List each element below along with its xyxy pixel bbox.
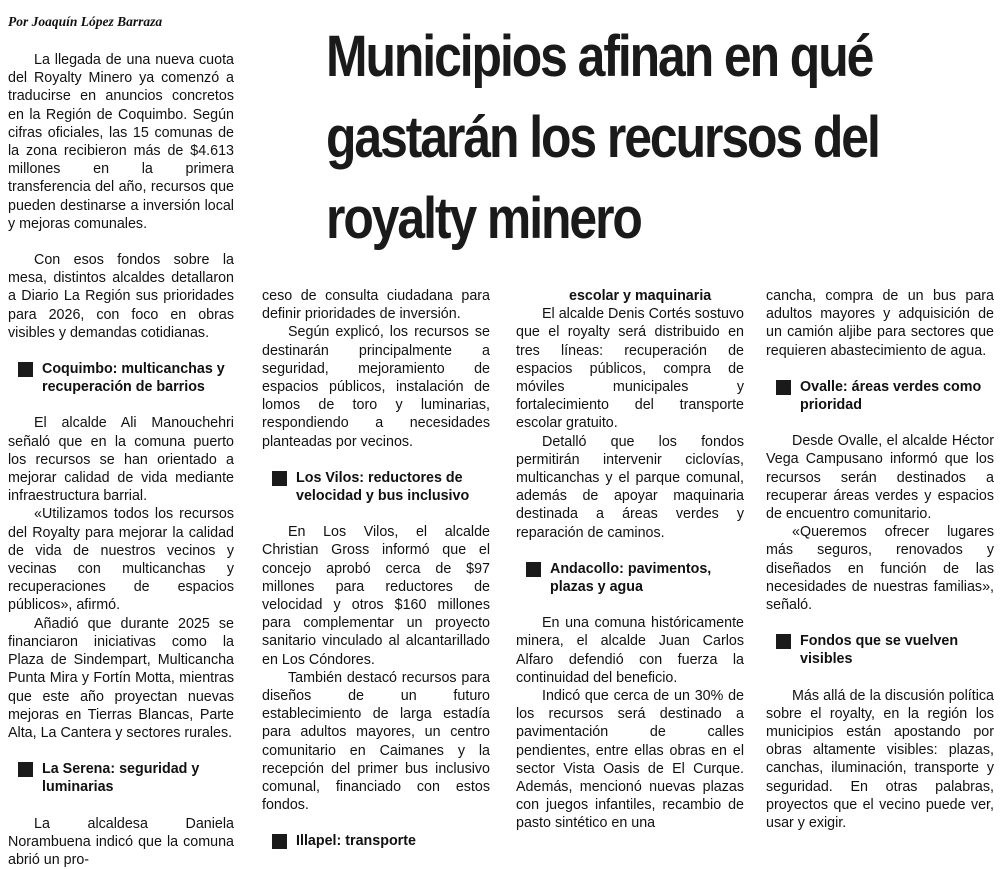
subheading-text: Los Vilos: reductores de velocidad y bus inclusivo [296,469,470,505]
subheading-text: Illapel: transporte [296,833,416,850]
paragraph: También destacó recursos para diseños de un futuro establecimiento de larga estadía para adultos mayores, un centro comunitario en Caimanes y la recepción del primer bus inclusivo comunal, financiado con estos fondos. [262,669,490,814]
subheading-andacollo [516,560,744,596]
paragraph: Indicó que cerca de un 30% de los recursos será destinado a pavimentación de calles pendientes, entre ellas obras en el sector Vista Oasis de El Curque. Además, mencionó nuevas plazas con juegos infantiles, recambio de pasto sintético en una [516,688,744,832]
subheading-text: Ovalle: áreas verdes como prioridad [800,378,982,414]
subheading-text: Andacollo: pavimentos, plazas y agua [550,560,712,596]
byline: Por Joaquín López Barraza [8,14,163,29]
subheading-coquimbo [8,360,234,396]
subheading-fondos [766,632,994,668]
square-bullet-icon [18,762,33,777]
square-bullet-icon [526,562,541,577]
paragraph: Detalló que los fondos permitirán intervenir ciclovías, multicanchas y el parque comunal, además de apoyar maquinaria destinada a áreas verdes y reparación de caminos. [516,433,744,541]
square-bullet-icon [776,634,791,649]
paragraph: cancha, compra de un bus para adultos mayores y adquisición de un camión aljibe para sectores que requieren abastecimiento de agua. [766,288,994,359]
subheading-ovalle [766,378,994,414]
paragraph: La alcaldesa Daniela Norambuena indicó que la comuna abrió un pro- [8,815,234,868]
paragraph: Desde Ovalle, el alcalde Héctor Vega Campusano informó que los recursos serán destinados a recuperar áreas verdes y espacios de encuentro comunitario. [766,433,994,523]
paragraph: Más allá de la discusión política sobre el royalty, en la región los municipios están apostando por obras altamente visibles: plazas, canchas, iluminación, transporte y seguridad. En otras palabras, proyectos que el vecino puede ver, usar y exigir. [766,687,994,832]
paragraph: En una comuna históricamente minera, el alcalde Juan Carlos Alfaro defendió con fuerza la continuidad del beneficio. [516,615,744,686]
subheading-text: La Serena: seguridad y luminarias [42,761,200,796]
paragraph: En Los Vilos, el alcalde Christian Gross informó que el concejo aprobó cerca de $97 millones para reductores de velocidad y otros $160 millones para complementar un proyecto sanitario vinculado al alcantarillado en Los Cóndores. [262,524,490,668]
paragraph: La llegada de una nueva cuota del Royalty Minero ya comenzó a traducirse en anuncios concretos en la Región de Coquimbo. Según cifras oficiales, las 15 comunas de la zona recibieron más de $4.613 millones en la primera transferencia del año, recursos que pueden destinarse a inversión local y mejoras comunales. [8,52,234,232]
paragraph: Según explicó, los recursos se destinarán principalmente a seguridad, mejoramiento de espacios públicos, instalación de lomos de toro y luminarias, respondiendo a necesidades planteadas por vecinos. [262,324,490,450]
square-bullet-icon [272,471,287,486]
paragraph: El alcalde Denis Cortés sostuvo que el royalty será distribuido en tres líneas: recuperación de espacios públicos, compra de móviles municipales y fortalecimiento del transporte escolar gratuito. [516,306,744,432]
paragraph: «Queremos ofrecer lugares más seguros, renovados y diseñados en función de las necesidades de nuestras familias», señaló. [766,524,994,614]
paragraph: «Utilizamos todos los recursos del Royalty para mejorar la calidad de vida de nuestros vecinos y vecinas con multicanchas y recuperaciones de espacios públicos», afirmó. [8,506,234,614]
headline: Municipios afinan en qué gastarán los recursos del royalty minero [326,24,879,251]
paragraph: Con esos fondos sobre la mesa, distintos alcaldes detallaron a Diario La Región sus prioridades para 2026, con foco en obras visibles y demandas cotidianas. [8,252,234,341]
subheading-illapel [262,832,490,850]
paragraph: El alcalde Ali Manouchehri señaló que en la comuna puerto los recursos se han orientado a mejorar calidad de vida mediante infraestructura barrial. [8,415,234,505]
column-3 [516,287,744,833]
column-4 [766,287,994,832]
square-bullet-icon [18,362,33,377]
column-2 [262,287,490,869]
paragraph: Añadió que durante 2025 se financiaron iniciativas como la Plaza de Sindempart, Multicancha Punta Mira y Fortín Motta, mientras que este año proyectan nuevas mejoras en Tierras Blancas, Parte Alta, La Cantera y sectores rurales. [8,615,234,741]
column-1 [8,51,234,869]
subheading-text: Fondos que se vuelven visibles [800,633,959,668]
subheading-text: Coquimbo: multicanchas y recuperación de barrios [42,361,225,396]
square-bullet-icon [272,834,287,849]
subheading-los-vilos [262,469,490,505]
subheading-continuation: escolar y maquinaria [569,288,712,304]
paragraph: ceso de consulta ciudadana para definir prioridades de inversión. [262,288,490,323]
square-bullet-icon [776,380,791,395]
subheading-la-serena [8,760,234,796]
